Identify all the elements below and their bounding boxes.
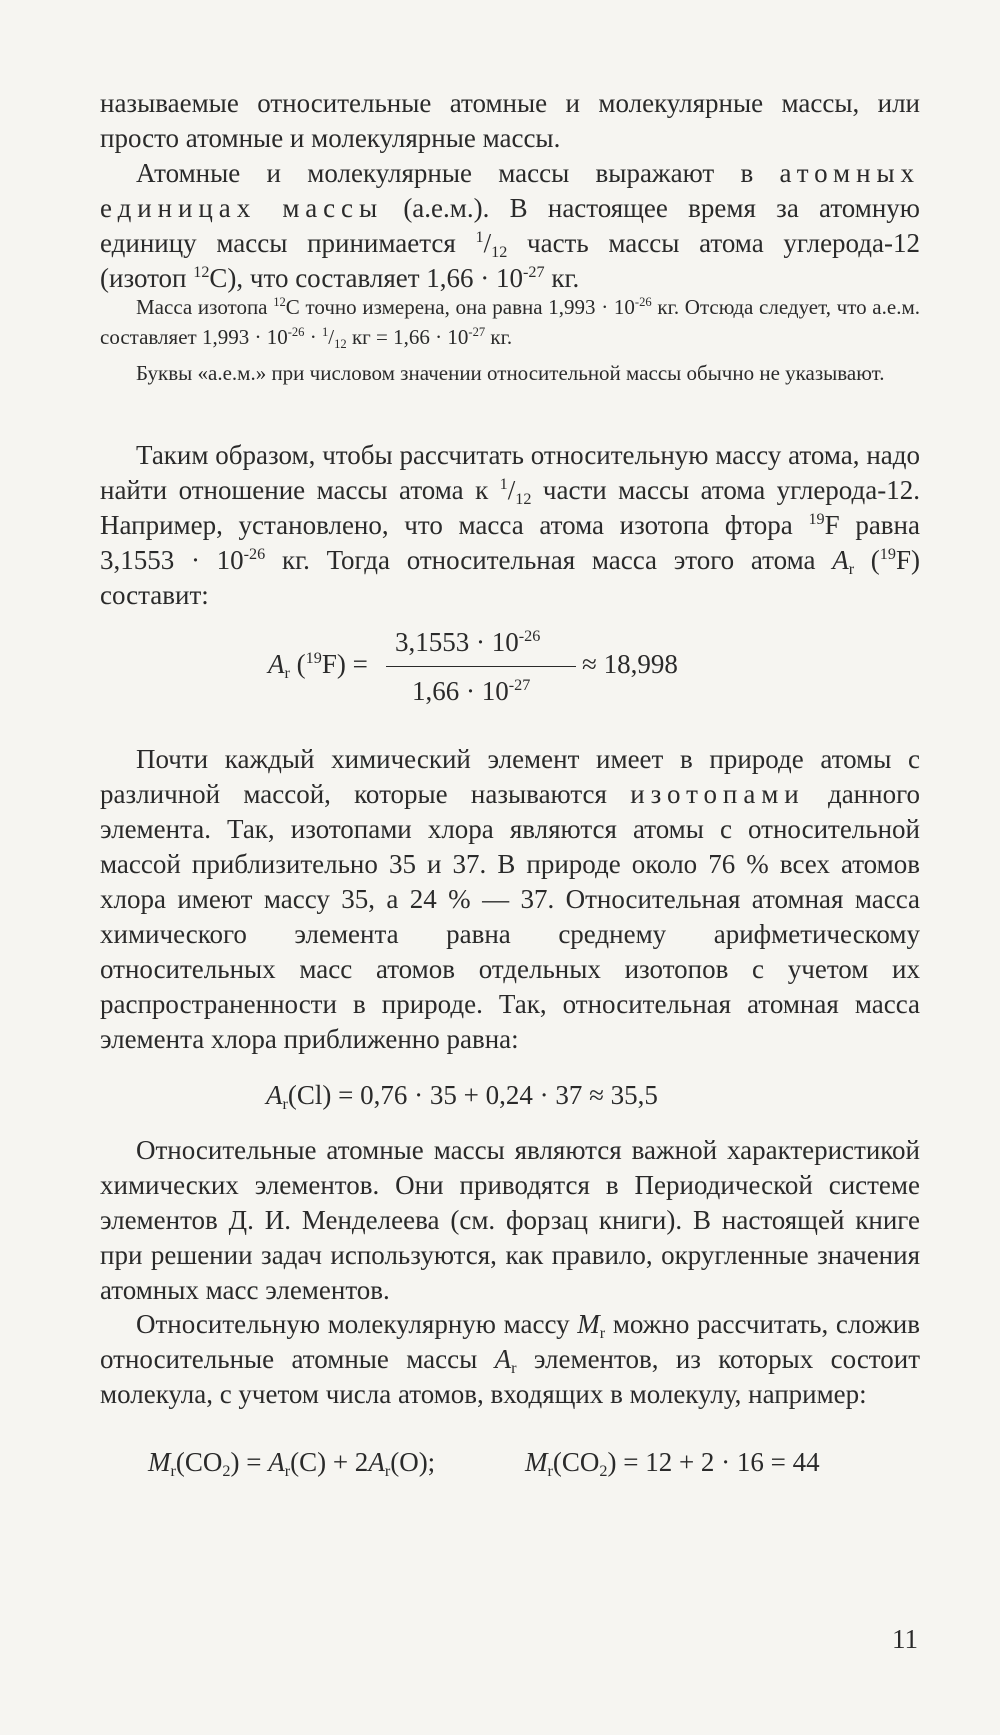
paragraph-isotopes [100,742,920,1057]
note-2-text: Буквы «а.е.м.» при числовом значении относительной массы обычно не указывают. [136,361,885,385]
paragraph-1-text: называемые относительные атомные и молекулярные массы, или просто атомные и молекулярные массы. [100,88,920,153]
page-number: 11 [892,1624,918,1654]
formula-1-lhs: $A_r$ ($^{19}$F) = [268,649,368,682]
formula-chlorine: $A_r(Cl) = 0,76 \cdot 35 + 0,24 \cdot 37 \approx 35,5$ [266,1080,658,1113]
paragraph-6-text: Относительную молекулярную массу $M_r$ можно рассчитать, сложив относительные атомные массы $A_r$ элементов, из которых состоит молекула, с учетом числа атомов, входящих в молекулу, например: [100,1309,920,1409]
paragraph-amu-definition [100,156,920,296]
spaced-term: изотопами [630,779,805,809]
fraction-bar [386,666,576,667]
note-1-text: Масса изотопа $^{12}$C точно измерена, она равна $1,993 \cdot 10^{-26}$ кг. Отсюда следует, что а.е.м. составляет $1,993 \cdot 10^{-26} \cdot ^1/_{12}$ кг = $1,66 \cdot 10^{-27}$ кг. [100,295,920,351]
paragraph-4-text: Почти каждый химический элемент имеет в природе атомы с различной массой, которые называются изотопами данного элемента. Так, изотопами хлора являются атомы с относительной массой приблизительно 35 и 37. В природе около 76 % всех атомов хлора имеют массу 35, а 24 % — 37. Относительная атомная масса химического элемента равна среднему арифметическому относительных масс атомов отдельных изотопов с учетом их распространенности в природе. Так, относительная атомная масса элемента хлора приближенно равна: [100,744,920,1054]
paragraph-molecular-mass [100,1307,920,1412]
formula-1-rhs: ≈ 18,998 [582,649,678,679]
paragraph-2-text: Атомные и молекулярные массы выражают в атомных единицах массы (а.е.м.). В настоящее время за атомную единицу массы принимается $^1/_{12}$ часть массы атома углерода-12 (изотоп $^{12}$C), что составляет $1,66 \cdot 10^{-27}$ кг. [100,158,920,293]
note-measurement [100,292,920,352]
formula-co2-general: $M_r(CO_2) = A_r(C) + 2A_r(O)$; [148,1447,436,1480]
formula-1-numerator: $3,1553 \cdot 10^{-26}$ [395,627,541,657]
paragraph-atomic-masses [100,1133,920,1308]
note-letters [100,358,920,388]
paragraph-3-text: Таким образом, чтобы рассчитать относительную массу атома, надо найти отношение массы атома к $^1/_{12}$ части массы атома углерода-12. Например, установлено, что масса атома изотопа фтора $^{19}$F равна $3,1553 \cdot 10^{-26}$ кг. Тогда относительная масса этого атома $A_r$ ($^{19}$F) составит: [100,440,920,610]
paragraph-continuation [100,86,920,156]
paragraph-5-text: Относительные атомные массы являются важной характеристикой химических элементов. Они приводятся в Периодической системе элементов Д. И. Менделеева (см. форзац книги). В настоящей книге при решении задач используются, как правило, округленные значения атомных масс элементов. [100,1135,920,1305]
paragraph-relative-mass [100,438,920,613]
formula-1-denominator: $1,66 \cdot 10^{-27}$ [412,676,531,706]
formula-co2-numeric: $M_r(CO_2) = 12 + 2 \cdot 16 = 44$ [525,1447,820,1480]
spaced-term: атомных единицах массы [100,158,920,223]
